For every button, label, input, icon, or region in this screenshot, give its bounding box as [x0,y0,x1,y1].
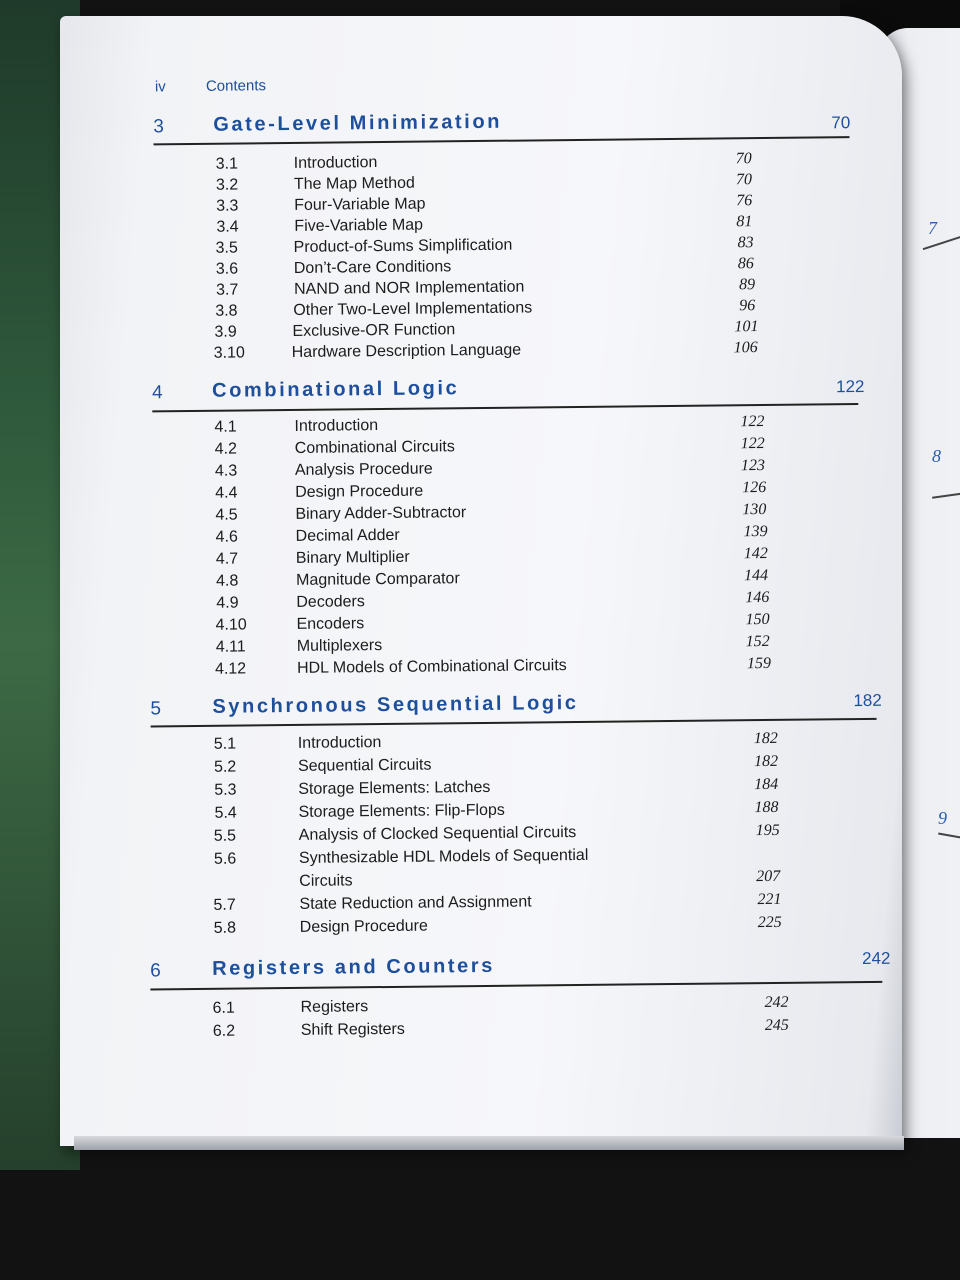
section-title: Shift Registers [300,1020,405,1039]
chapter-page: 122 [835,376,865,397]
section-page: 101 [734,318,759,336]
section-page: 150 [745,610,770,629]
section-number: 4.5 [215,506,238,524]
chapter-title: Gate-Level Minimization [213,110,503,136]
section-page: 184 [754,775,779,794]
page-number: iv [154,78,166,96]
section-page: 106 [733,339,758,357]
section-title: Binary Adder-Subtractor [295,504,467,523]
section-number: 3.5 [215,239,238,257]
section-number: 3.2 [215,176,239,194]
section-title: Hardware Description Language [291,341,522,361]
section-title: Multiplexers [296,637,383,655]
section-title: Other Two-Level Implementations [293,299,533,319]
section-title: Combinational Circuits [294,438,455,457]
chapter-rule [150,981,882,991]
section-page: 245 [764,1016,789,1035]
section-page: 122 [740,413,765,431]
section-number: 3.10 [213,344,245,362]
section-page: 70 [735,150,752,168]
section-number: 3.4 [216,218,239,236]
chapter-rule [154,136,850,145]
section-page: 70 [735,171,753,189]
section-title: Product-of-Sums Simplification [293,236,513,256]
section-page: 152 [745,632,770,651]
running-header [155,77,266,95]
section-page: 242 [764,993,789,1012]
section-number: 3.6 [215,260,239,278]
section-title: HDL Models of Combinational Circuits [296,657,567,677]
section-page: 86 [737,255,754,273]
section-page: 122 [740,435,765,453]
section-title: Introduction [293,154,378,172]
section-number: 3.8 [215,302,238,320]
section-page: 83 [737,234,754,252]
section-number: 5.5 [213,827,237,845]
section-title: Registers [300,998,369,1016]
section-number: 5.6 [213,850,237,868]
section-title: Introduction [294,417,379,435]
section-title: Introduction [297,734,382,752]
facing-page-number: 8 [932,446,941,466]
section-title: Storage Elements: Latches [298,778,491,798]
section-title: Encoders [296,615,365,633]
chapter-page: 242 [861,948,891,969]
section-title: The Map Method [293,174,415,193]
section-page: 188 [754,798,779,817]
section-number: 3.7 [215,281,239,299]
section-page: 123 [740,457,766,475]
section-number: 5.1 [213,735,237,753]
section-number: 6.1 [212,999,235,1017]
section-page: 76 [736,192,753,210]
section-page: 182 [753,752,779,771]
section-title-continued: Circuits [299,872,353,890]
section-number: 4.12 [214,660,247,678]
section-page: 195 [755,821,780,840]
section-number: 4.8 [216,572,239,590]
section-number: 4.6 [215,528,238,546]
section-title: Five-Variable Map [294,216,424,235]
section-number: 4.1 [214,418,237,436]
chapter-number: 6 [150,960,161,982]
chapter-title: Combinational Logic [211,377,460,402]
section-title: Analysis Procedure [294,460,433,479]
section-title: NAND and NOR Implementation [293,278,525,298]
section-number: 4.11 [215,638,246,656]
section-number: 5.2 [213,758,237,776]
chapter-page: 70 [831,113,851,133]
section-title: Magnitude Comparator [296,570,460,589]
section-number: 4.10 [215,616,247,634]
chapter-number: 5 [150,698,162,720]
chapter-page: 182 [853,690,882,711]
section-page: 139 [743,522,768,541]
section-title: Four-Variable Map [294,195,426,214]
chapter-title: Synchronous Sequential Logic [212,691,579,718]
section-page: 142 [743,544,768,563]
section-title: Storage Elements: Flip-Flops [298,801,505,821]
section-page: 144 [743,566,769,585]
section-number: 3.9 [214,323,237,341]
running-title: Contents [205,77,267,95]
chapter-number: 4 [152,382,163,404]
section-number: 4.7 [215,550,239,568]
section-number: 4.9 [216,594,239,612]
section-page: 89 [738,276,756,294]
facing-page-number: 9 [938,808,947,828]
section-number: 5.7 [213,896,236,914]
chapter-title: Registers and Counters [212,954,496,980]
chapter-rule [152,403,858,412]
section-page: 130 [742,501,767,519]
section-title: Exclusive-OR Function [292,321,456,340]
section-number: 5.8 [213,919,237,937]
section-page: 207 [756,867,781,886]
section-title: Decimal Adder [295,526,400,545]
section-page: 182 [753,729,778,748]
section-title: Decoders [296,593,365,611]
section-number: 4.3 [214,462,238,480]
section-page: 126 [742,479,767,497]
section-page: 221 [757,890,782,909]
section-number: 3.1 [215,155,239,173]
section-page: 225 [757,913,782,932]
facing-page-number: 7 [928,218,937,238]
chapter-rule [151,718,877,728]
section-page: 81 [736,213,753,231]
section-title: State Reduction and Assignment [299,893,532,913]
section-number: 5.4 [214,804,237,822]
section-title: Binary Multiplier [295,548,410,567]
section-title: Analysis of Clocked Sequential Circuits [298,824,577,844]
section-title: Synthesizable HDL Models of Sequential [298,846,589,867]
section-number: 6.2 [212,1022,236,1040]
section-number: 4.2 [214,440,238,458]
section-page: 146 [745,588,770,607]
section-number: 4.4 [215,484,238,502]
section-title: Design Procedure [299,917,428,936]
section-title: Sequential Circuits [297,756,432,775]
section-number: 3.3 [216,197,239,215]
section-title: Design Procedure [295,482,424,501]
section-number: 5.3 [214,781,237,799]
section-title: Don’t-Care Conditions [293,258,452,277]
chapter-number: 3 [153,116,165,138]
section-page: 159 [746,654,772,673]
section-page: 96 [739,297,756,315]
